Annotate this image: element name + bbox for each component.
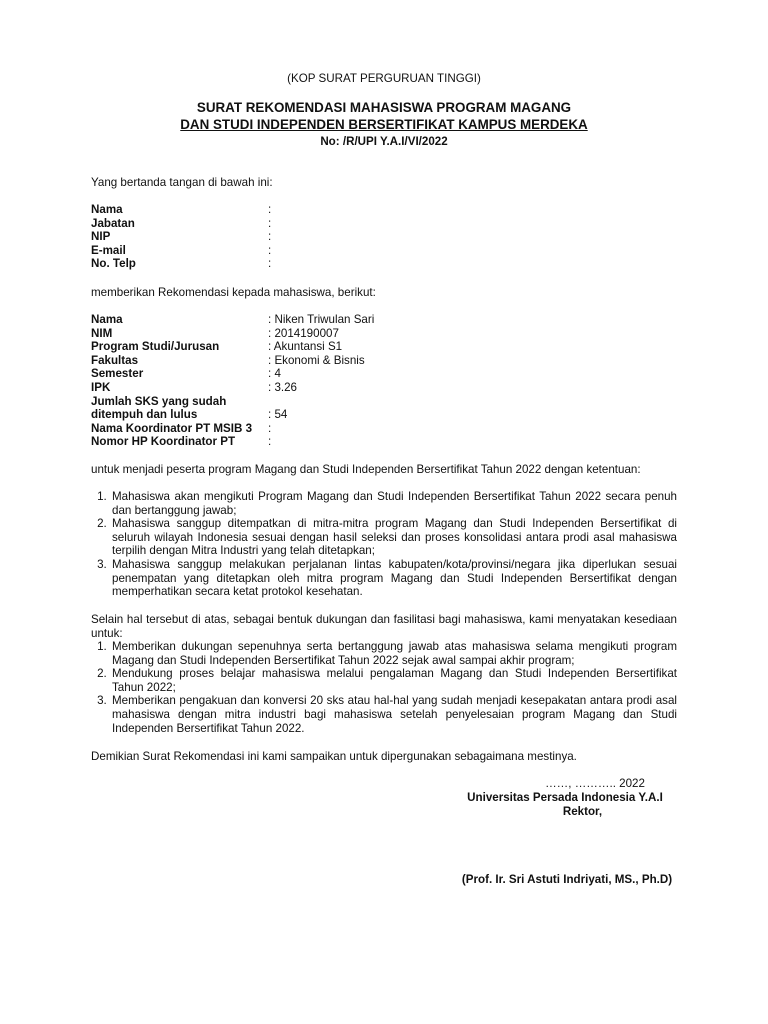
field-value: : 54: [268, 408, 288, 422]
list-item: 1. Memberikan dukungan sepenuhnya serta bertanggung jawab atas mahasiswa selama mengikuti program Magang dan Studi Independen Bersertifikat Tahun 2022 sejak awal sampai akhir program;: [110, 640, 677, 667]
field-value: [268, 395, 677, 409]
signer-field-row: [91, 230, 677, 244]
field-value: :: [268, 243, 272, 257]
sign-date: ……, ……….. 2022: [545, 777, 645, 790]
field-label: Jumlah SKS yang sudah: [91, 394, 227, 408]
requirements-paragraph: untuk menjadi peserta program Magang dan Studi Independen Bersertifikat Tahun 2022 dengan ketentuan:: [91, 463, 641, 476]
field-value: : Akuntansi S1: [268, 340, 343, 354]
field-label: E-mail: [91, 243, 126, 257]
list-item: 2. Mahasiswa sanggup ditempatkan di mitra-mitra program Magang dan Studi Independen Bersertifikat di seluruh wilayah Indonesia sesuai dengan hasil seleksi dan proses konsolidasi antara prodi asal mahasiswa terpilih dengan Mitra Industri yang telah ditetapkan;: [110, 517, 677, 558]
list-item: 3. Memberikan pengakuan dan konversi 20 sks atau hal-hal yang sudah menjadi kesepakatan antara prodi asal mahasiswa dengan mitra industri bagi mahasiswa setelah penyelesaian program Magang dan Studi Independen Bersertifikat Tahun 2022.: [110, 694, 677, 735]
recommend-intro: memberikan Rekomendasi kepada mahasiswa, berikut:: [91, 286, 376, 299]
title-line-2: DAN STUDI INDEPENDEN BERSERTIFIKAT KAMPUS MERDEKA: [180, 117, 588, 132]
signer-fields: [91, 203, 677, 271]
field-value: : Ekonomi & Bisnis: [268, 353, 365, 367]
document-title: [0, 99, 768, 133]
signer-field-row: [91, 257, 677, 271]
letter-number: No: /R/UPI Y.A.I/VI/2022: [320, 135, 448, 148]
field-value: : 4: [268, 367, 281, 381]
field-label: Nama: [91, 313, 123, 326]
field-label: Program Studi/Jurusan: [91, 340, 220, 354]
closing-paragraph: Demikian Surat Rekomendasi ini kami sampaikan untuk dipergunakan sebagaimana mestinya.: [91, 750, 577, 763]
signer-field-row: [91, 217, 677, 231]
sign-name: (Prof. Ir. Sri Astuti Indriyati, MS., Ph.D): [461, 873, 673, 886]
field-label: Jabatan: [91, 216, 135, 230]
support-paragraph: Selain hal tersebut di atas, sebagai bentuk dukungan dan fasilitasi bagi mahasiswa, kami menyatakan kesediaan untuk:: [91, 613, 677, 640]
student-field-row: [91, 354, 677, 368]
support-list: [91, 640, 677, 735]
signer-field-row: [91, 203, 677, 217]
field-value: : Niken Triwulan Sari: [268, 313, 375, 326]
list-item: 3. Mahasiswa sanggup melakukan perjalanan lintas kabupaten/kota/provinsi/negara jika diperlukan sesuai penempatan yang ditetapkan oleh mitra program Magang dan Studi Independen Bersertifikat dengan memperhatikan secara ketat protokol kesehatan.: [110, 558, 677, 599]
list-item: 1. Mahasiswa akan mengikuti Program Magang dan Studi Independen Bersertifikat Tahun 2022 secara penuh dan bertanggung jawab;: [110, 490, 677, 517]
signer-field-row: [91, 244, 677, 258]
field-value: :: [268, 230, 272, 244]
student-fields: [91, 313, 677, 449]
field-label: NIM: [91, 326, 113, 340]
field-value: : 2014190007: [268, 326, 339, 340]
field-value: :: [268, 435, 272, 449]
field-value: :: [268, 203, 272, 216]
title-line-1: SURAT REKOMENDASI MAHASISWA PROGRAM MAGANG: [196, 100, 572, 115]
field-value: :: [268, 216, 272, 230]
sign-university: Universitas Persada Indonesia Y.A.I: [467, 791, 663, 804]
field-label: NIP: [91, 230, 111, 244]
sign-role: Rektor,: [562, 805, 603, 818]
student-field-row: [91, 422, 677, 436]
field-label: No. Telp: [91, 257, 136, 271]
field-value: :: [268, 257, 272, 271]
student-field-row: [91, 381, 677, 395]
student-field-row: [91, 367, 677, 381]
field-label: Fakultas: [91, 353, 139, 367]
student-field-row: [91, 313, 677, 327]
field-label: Nama Koordinator PT MSIB 3: [91, 421, 253, 435]
field-label: Nama: [91, 203, 123, 216]
student-field-row: [91, 395, 677, 409]
intro-text: Yang bertanda tangan di bawah ini:: [91, 176, 273, 189]
field-label: Semester: [91, 367, 144, 381]
field-value: :: [268, 421, 272, 435]
student-field-row: [91, 327, 677, 341]
student-field-row: [91, 340, 677, 354]
field-label: IPK: [91, 380, 111, 394]
field-value: : 3.26: [268, 380, 298, 394]
list-item: 2. Mendukung proses belajar mahasiswa melalui pengalaman Magang dan Studi Independen Bersertifikat Tahun 2022;: [110, 667, 677, 694]
field-label: Nomor HP Koordinator PT: [91, 435, 236, 449]
student-field-row: [91, 435, 677, 449]
field-label: ditempuh dan lulus: [91, 408, 198, 422]
student-field-row: [91, 408, 677, 422]
letterhead-placeholder: (KOP SURAT PERGURUAN TINGGI): [287, 72, 481, 85]
requirements-list: [91, 490, 677, 599]
